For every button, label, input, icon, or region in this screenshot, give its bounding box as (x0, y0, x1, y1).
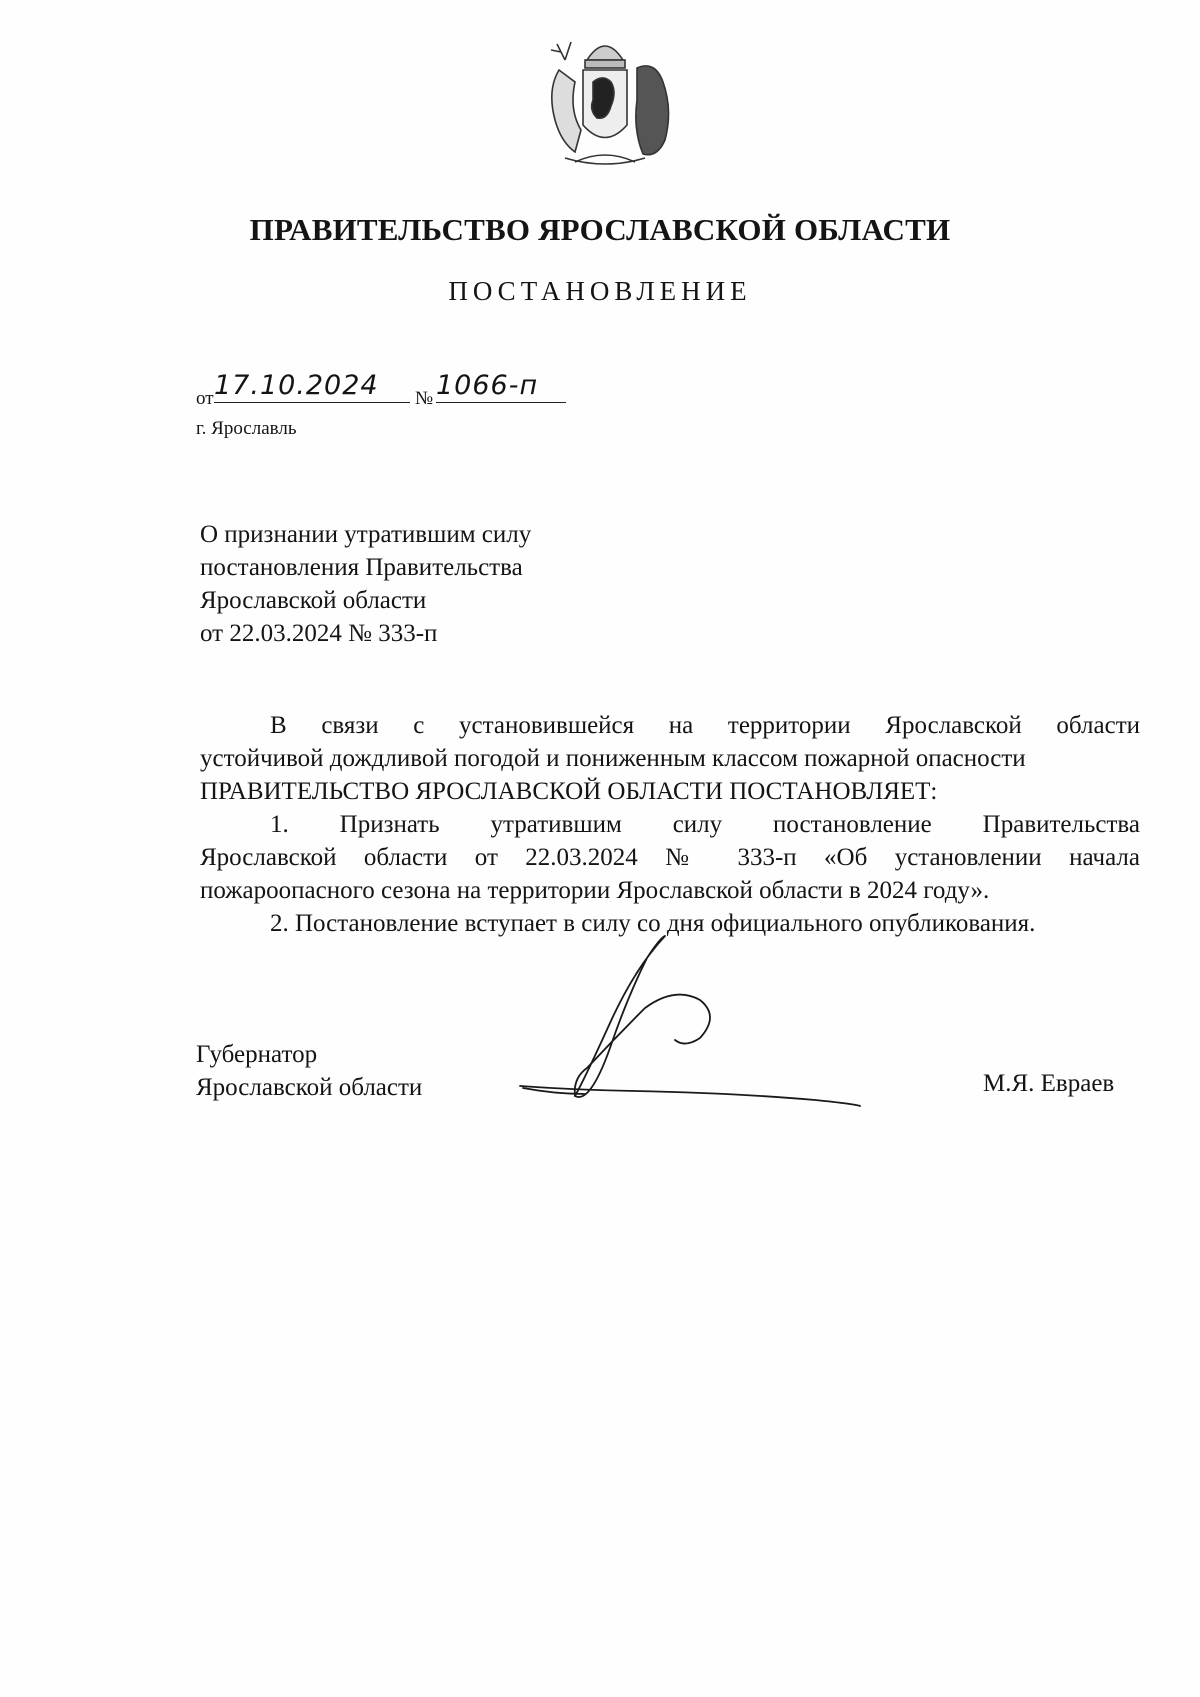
date-label: от (196, 388, 214, 409)
preamble-line: ПРАВИТЕЛЬСТВО ЯРОСЛАВСКОЙ ОБЛАСТИ ПОСТАНОВЛЯЕТ: (200, 778, 938, 805)
signatory-position (196, 1038, 422, 1104)
subject-line: Ярославской области (200, 587, 427, 614)
position-line: Губернатор (196, 1041, 318, 1068)
preamble-line: устойчивой дождливой погодой и пониженным классом пожарной опасности (200, 745, 1026, 772)
subject-line: постановления Правительства (200, 554, 523, 581)
registration-row (196, 370, 616, 414)
position-line: Ярославской области (196, 1074, 423, 1101)
document-body (200, 709, 1140, 940)
document-subject (200, 518, 531, 650)
item1-line: Ярославской области от 22.03.2024 № 333-п «Об установлении начала (200, 844, 1140, 871)
number-value: 1066-п (436, 370, 539, 401)
yaroslavl-coat-of-arms-icon (525, 30, 685, 180)
item1-line: пожароопасного сезона на территории Ярославской области в 2024 году». (200, 877, 990, 904)
handwritten-signature-icon (515, 928, 935, 1128)
subject-line: от 22.03.2024 № 333-п (200, 620, 438, 647)
preamble-line: В связи с установившейся на территории Ярославской области (270, 712, 1140, 739)
document-type: ПОСТАНОВЛЕНИЕ (448, 276, 752, 306)
number-field (436, 372, 566, 403)
number-label: № (415, 388, 434, 409)
item1-line: 1. Признать утратившим силу постановление Правительства (270, 811, 1140, 838)
signatory-name: М.Я. Евраев (983, 1070, 1115, 1097)
city: г. Ярославль (196, 418, 297, 439)
item2-line: 2. Постановление вступает в силу со дня официального опубликования. (270, 910, 1036, 937)
government-title: ПРАВИТЕЛЬСТВО ЯРОСЛАВСКОЙ ОБЛАСТИ (249, 212, 951, 247)
subject-line: О признании утратившим силу (200, 521, 532, 548)
date-field (214, 372, 410, 403)
date-value: 17.10.2024 (214, 370, 379, 401)
